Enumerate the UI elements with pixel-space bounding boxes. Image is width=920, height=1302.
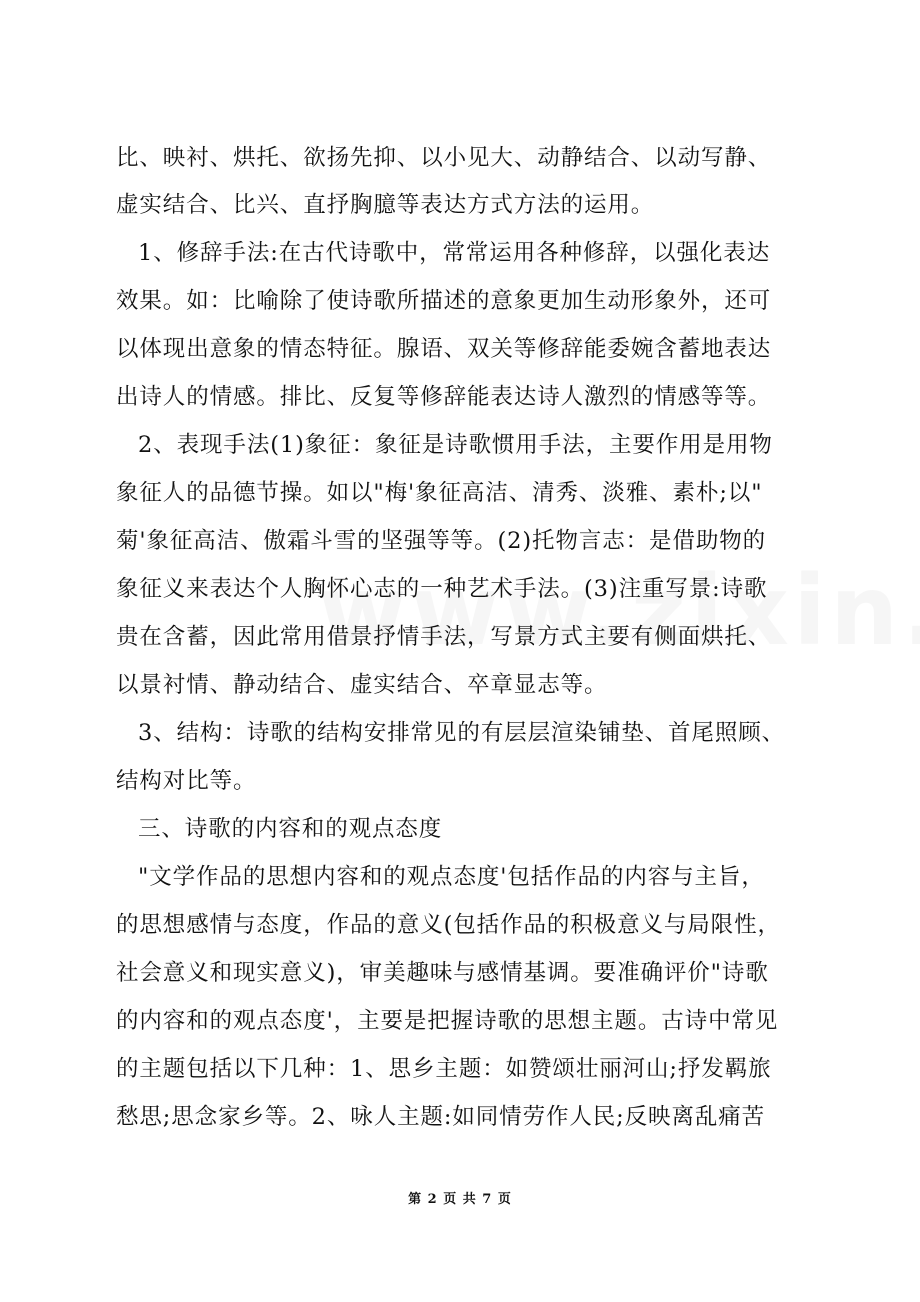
text-line: 效果。如：比喻除了使诗歌所描述的意象更加生动形象外，还可 [116,288,772,314]
text-line: 2、表现手法(1)象征：象征是诗歌惯用手法，主要作用是用物 [138,432,773,458]
text-line: 虚实结合、比兴、直抒胸臆等表达方式方法的运用。 [116,192,655,218]
text-line: 的内容和的观点态度'，主要是把握诗歌的思想主题。古诗中常见 [116,1008,779,1034]
text-line: 以体现出意象的情态特征。腺语、双关等修辞能委婉含蓄地表达 [116,336,772,362]
text-line: 比、映衬、烘托、欲扬先抑、以小见大、动静结合、以动写静、 [116,145,772,171]
text-line: 愁思;思念家乡等。2、咏人主题:如同情劳作人民;反映离乱痛苦 [116,1104,766,1130]
text-line: 的主题包括以下几种：1、思乡主题：如赞颂壮丽河山;抒发羁旅 [116,1056,772,1082]
text-line: 以景衬情、静动结合、虚实结合、卒章显志等。 [116,672,608,698]
text-line: 菊'象征高洁、傲霜斗雪的坚强等等。(2)托物言志：是借助物的 [116,528,767,554]
text-line: 贵在含蓄，因此常用借景抒情手法，写景方式主要有侧面烘托、 [116,624,772,650]
text-line: 的思想感情与态度，作品的意义(包括作品的积极意义与局限性， [116,912,781,938]
text-line: 象征义来表达个人胸怀心志的一种艺术手法。(3)注重写景:诗歌 [116,576,768,602]
text-line: 社会意义和现实意义)，审美趣味与感情基调。要准确评价"诗歌 [116,960,769,986]
text-line: 出诗人的情感。排比、反复等修辞能表达诗人激烈的情感等等。 [116,384,772,410]
text-line: 1、修辞手法:在古代诗歌中，常常运用各种修辞，以强化表达 [138,240,771,266]
section-heading: 三、诗歌的内容和的观点态度 [138,816,443,842]
text-line: 结构对比等。 [116,768,257,794]
text-line: 象征人的品德节操。如以"梅'象征高洁、清秀、淡雅、素朴;以" [116,480,763,506]
page-footer: 第 2 页 共 7 页 [408,1192,512,1207]
text-line: "文学作品的思想内容和的观点态度'包括作品的内容与主旨， [138,864,765,890]
text-line: 3、结构：诗歌的结构安排常见的有层层渲染铺垫、首尾照顾、 [138,720,786,746]
